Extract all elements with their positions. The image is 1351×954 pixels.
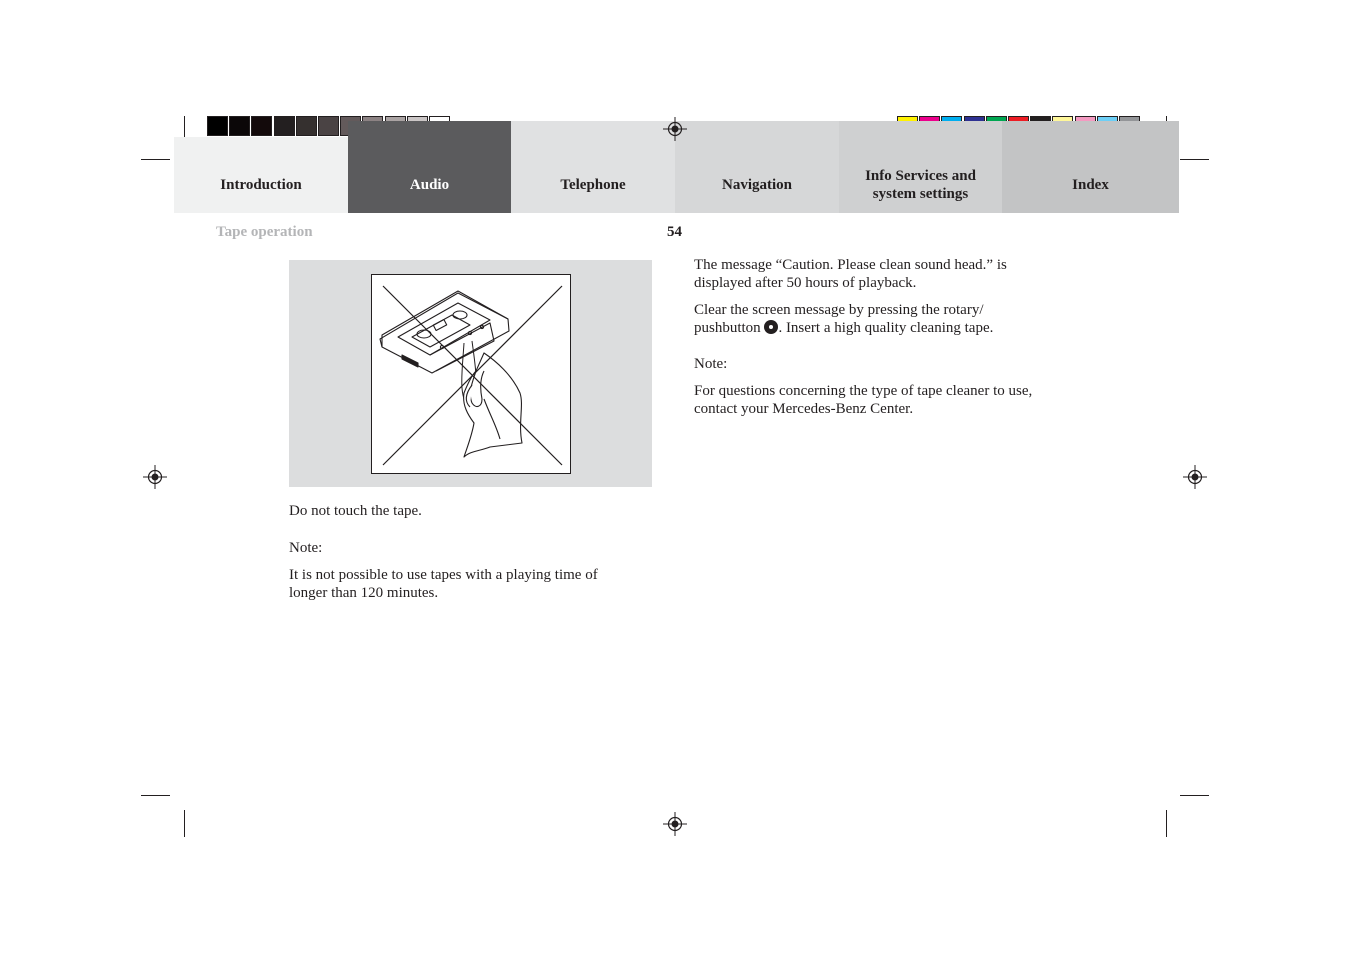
registration-mark-icon	[1183, 465, 1207, 489]
figure-caption: Do not touch the tape.	[289, 503, 422, 519]
crop-mark	[1166, 810, 1167, 837]
page-number: 54	[667, 224, 682, 240]
crop-mark	[141, 795, 170, 796]
tab-introduction[interactable]	[174, 137, 348, 213]
color-swatch	[207, 116, 228, 136]
registration-mark-icon	[143, 465, 167, 489]
tab-info-services[interactable]	[839, 121, 1002, 213]
crop-mark	[141, 159, 170, 160]
cassette-hand-crossed-illustration	[372, 275, 570, 473]
tab-navigation[interactable]	[675, 121, 839, 213]
note-label: Note:	[289, 540, 323, 556]
registration-mark-icon	[663, 812, 687, 836]
note-label: Note:	[694, 356, 728, 372]
color-swatch	[296, 116, 317, 136]
illustration-panel	[289, 260, 652, 487]
crop-mark	[1180, 159, 1209, 160]
crop-mark	[184, 810, 185, 837]
crop-mark	[1180, 795, 1209, 796]
registration-mark-icon	[663, 117, 687, 141]
color-swatch	[229, 116, 250, 136]
clear-message-text	[694, 301, 1039, 337]
tab-label: Telephone	[560, 177, 626, 193]
tab-index[interactable]	[1002, 121, 1179, 213]
note-text: It is not possible to use tapes with a playing time of longer than 120 minutes.	[289, 567, 598, 601]
color-swatch	[251, 116, 272, 136]
note-text: For questions concerning the type of tape cleaner to use, contact your Mercedes-Benz Center.	[694, 383, 1033, 417]
rotary-pushbutton-icon	[764, 320, 778, 334]
tab-telephone[interactable]	[511, 121, 675, 213]
tab-label: Audio	[409, 177, 450, 193]
caution-message-text: The message “Caution. Please clean sound head.” is displayed after 50 hours of playback.	[694, 257, 1007, 291]
section-title: Tape operation	[216, 224, 313, 240]
tab-label: Info Services and system settings	[865, 168, 976, 202]
color-swatch	[274, 116, 295, 136]
tab-label: Index	[1072, 177, 1109, 193]
illustration-frame	[371, 274, 571, 474]
color-swatch	[318, 116, 339, 136]
tab-audio[interactable]	[348, 121, 511, 213]
clear-message-text-start: Clear the screen message by pressing the rotary/ pushbutton	[694, 302, 984, 336]
tab-label: Introduction	[220, 177, 302, 193]
clear-message-text-end: . Insert a high quality cleaning tape.	[778, 320, 994, 336]
tab-label: Navigation	[721, 177, 792, 193]
